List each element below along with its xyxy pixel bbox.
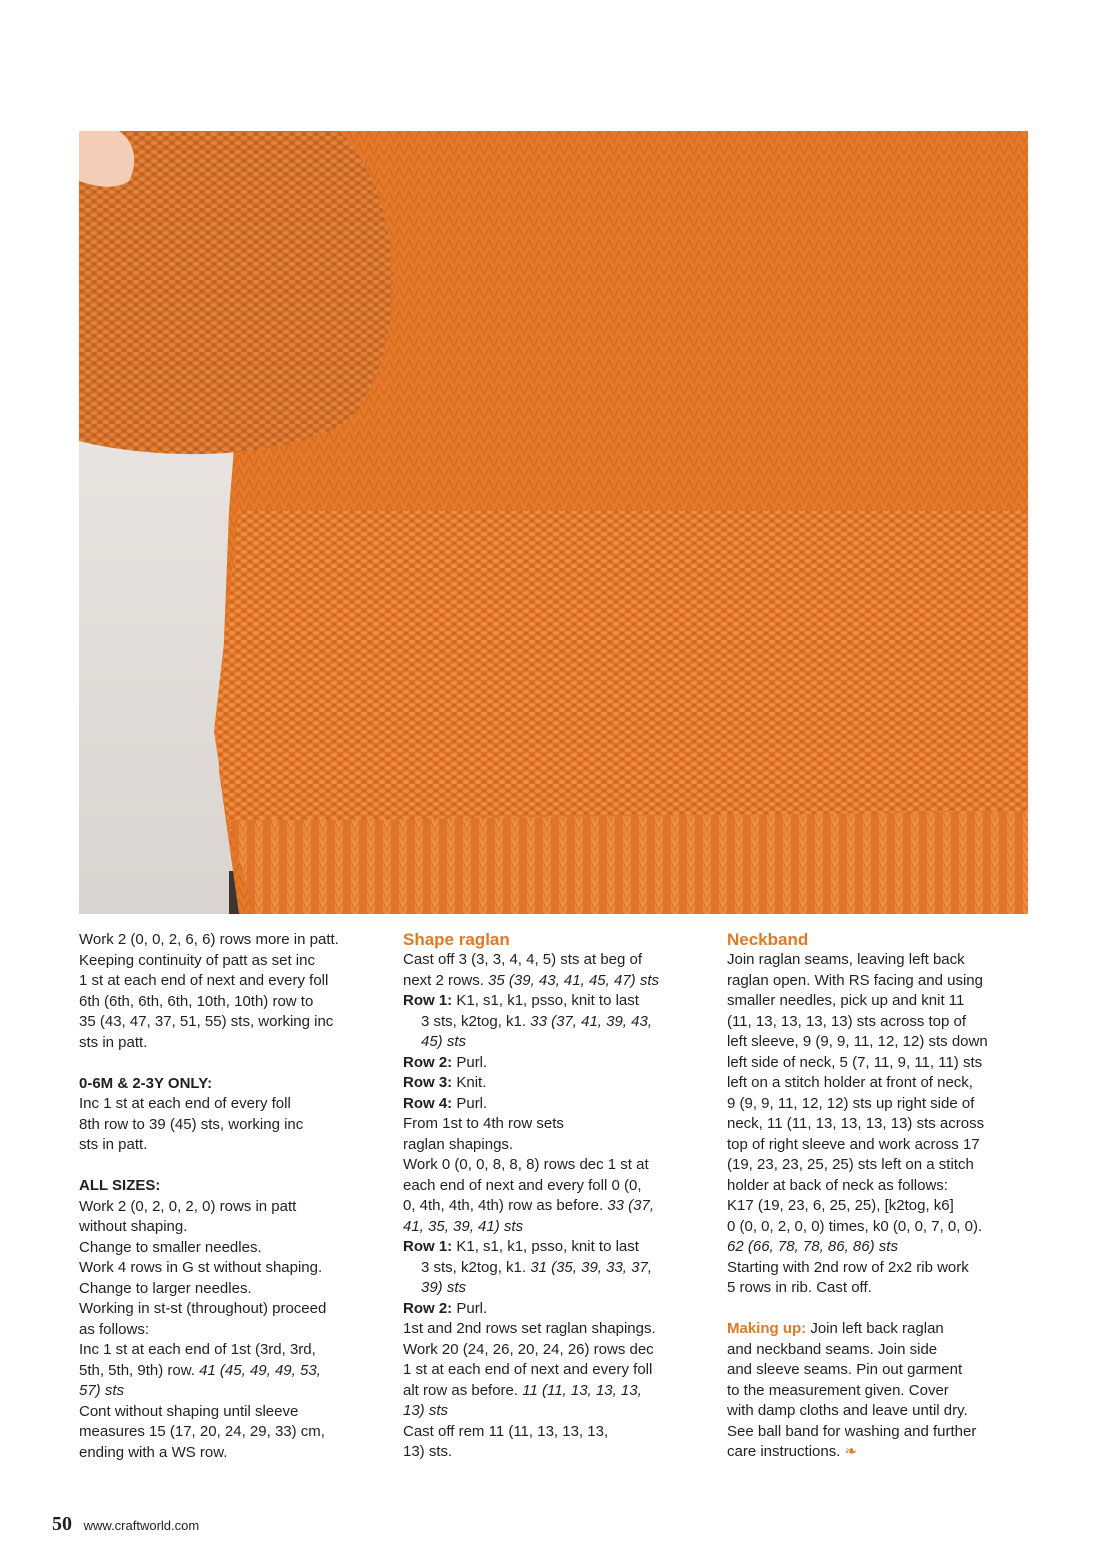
- neckband-heading: Neckband: [727, 930, 809, 949]
- shape-raglan-heading: Shape raglan: [403, 930, 510, 949]
- text-line: smaller needles, pick up and knit 11: [727, 992, 965, 1009]
- sweater-photo: [79, 131, 1028, 914]
- text-line: measures 15 (17, 20, 24, 29, 33) cm,: [79, 1423, 325, 1440]
- text-line: Cast off rem 11 (11, 13, 13, 13,: [403, 1422, 609, 1440]
- text-line: 1 st at each end of next and every foll: [79, 972, 329, 989]
- text-line: sts in patt.: [79, 1136, 148, 1153]
- section-heading: ALL SIZES:: [79, 1177, 161, 1194]
- text-line: 62 (66, 78, 78, 86, 86) sts: [727, 1238, 898, 1255]
- text-line: Change to smaller needles.: [79, 1238, 262, 1256]
- text-line: Cont without shaping until sleeve: [79, 1402, 299, 1420]
- row-line: 45) sts: [421, 1033, 467, 1050]
- section-heading: 0-6M & 2-3Y ONLY:: [79, 1074, 213, 1092]
- text-line: raglan shapings.: [403, 1135, 514, 1153]
- text-line: Keeping continuity of patt as set inc: [79, 951, 315, 969]
- end-mark-icon: ❧: [844, 1443, 858, 1460]
- text-line: sts in patt.: [79, 1033, 148, 1051]
- text-line: holder at back of neck as follows:: [727, 1176, 948, 1194]
- column-3: [727, 930, 1027, 1463]
- text-line: 13) sts: [403, 1402, 449, 1419]
- text-line: 6th (6th, 6th, 6th, 10th, 10th) row to: [79, 992, 314, 1010]
- page-footer: [52, 1513, 199, 1536]
- text-line: ending with a WS row.: [79, 1443, 228, 1461]
- text-line: 9 (9, 9, 11, 12, 12) sts up right side of: [727, 1094, 975, 1112]
- row-line: Row 2: Purl.: [403, 1299, 488, 1317]
- row-line: 3 sts, k2tog, k1. 33 (37, 41, 39, 43,: [421, 1012, 652, 1030]
- making-up-label: Making up:: [727, 1320, 807, 1337]
- text-line: as follows:: [79, 1320, 150, 1338]
- text-line: and neckband seams. Join side: [727, 1340, 938, 1358]
- text-line: 35 (43, 47, 37, 51, 55) sts, working inc: [79, 1013, 334, 1030]
- row-line: Row 2: Purl.: [403, 1053, 488, 1071]
- text-line: From 1st to 4th row sets: [403, 1115, 564, 1132]
- text-line: Cast off 3 (3, 3, 4, 4, 5) sts at beg of: [403, 951, 643, 968]
- text-line: 5 rows in rib. Cast off.: [727, 1279, 872, 1296]
- text-line: with damp cloths and leave until dry.: [727, 1402, 968, 1419]
- text-line: each end of next and every foll 0 (0,: [403, 1176, 642, 1194]
- text-line: care instructions. ❧: [727, 1443, 858, 1460]
- text-line: (19, 23, 23, 25, 25) sts left on a stitch: [727, 1156, 974, 1173]
- text-line: Work 20 (24, 26, 20, 24, 26) rows dec: [403, 1340, 654, 1358]
- text-line: 8th row to 39 (45) sts, working inc: [79, 1115, 304, 1133]
- row-line: Row 1: K1, s1, k1, psso, knit to last: [403, 992, 639, 1009]
- sweater-illustration: [79, 131, 1028, 914]
- text-line: top of right sleeve and work across 17: [727, 1135, 980, 1153]
- column-2: [403, 930, 703, 1463]
- text-line: K17 (19, 23, 6, 25, 25), [k2tog, k6]: [727, 1197, 954, 1214]
- row-line: 3 sts, k2tog, k1. 31 (35, 39, 33, 37,: [421, 1258, 652, 1276]
- text-line: Starting with 2nd row of 2x2 rib work: [727, 1258, 969, 1276]
- text-line: 1 st at each end of next and every foll: [403, 1361, 653, 1378]
- making-up-line: Making up: Join left back raglan: [727, 1320, 944, 1337]
- text-line: 5th, 5th, 9th) row. 41 (45, 49, 49, 53,: [79, 1361, 321, 1379]
- text-line: Change to larger needles.: [79, 1279, 252, 1297]
- row-line: Row 3: Knit.: [403, 1074, 487, 1091]
- text-line: Working in st-st (throughout) proceed: [79, 1300, 327, 1317]
- row-line: Row 4: Purl.: [403, 1094, 488, 1112]
- website-url: www.craftworld.com: [83, 1518, 200, 1533]
- text-line: to the measurement given. Cover: [727, 1381, 949, 1399]
- text-line: 13) sts.: [403, 1443, 453, 1460]
- column-1: [79, 930, 379, 1463]
- text-line: Work 2 (0, 2, 0, 2, 0) rows in patt: [79, 1197, 297, 1215]
- text-line: Work 4 rows in G st without shaping.: [79, 1259, 323, 1276]
- row-line: Row 1: K1, s1, k1, psso, knit to last: [403, 1238, 639, 1255]
- text-line: See ball band for washing and further: [727, 1422, 977, 1440]
- text-line: 0 (0, 0, 2, 0, 0) times, k0 (0, 0, 7, 0, 0).: [727, 1217, 983, 1235]
- text-line: Inc 1 st at each end of every foll: [79, 1095, 291, 1112]
- text-line: and sleeve seams. Pin out garment: [727, 1361, 963, 1378]
- text-line: left on a stitch holder at front of neck,: [727, 1074, 973, 1091]
- page-number: 50: [52, 1513, 72, 1535]
- text-line: Inc 1 st at each end of 1st (3rd, 3rd,: [79, 1341, 316, 1358]
- text-line: 0, 4th, 4th, 4th) row as before. 33 (37,: [403, 1197, 654, 1214]
- row-line: 39) sts: [421, 1279, 467, 1296]
- text-line: alt row as before. 11 (11, 13, 13, 13,: [403, 1381, 642, 1399]
- text-line: 41, 35, 39, 41) sts: [403, 1217, 524, 1235]
- text-line: Work 0 (0, 0, 8, 8, 8) rows dec 1 st at: [403, 1156, 649, 1173]
- text-line: left sleeve, 9 (9, 9, 11, 12, 12) sts down: [727, 1033, 988, 1050]
- text-line: 57) sts: [79, 1382, 125, 1399]
- text-line: Work 2 (0, 0, 2, 6, 6) rows more in patt.: [79, 931, 339, 948]
- text-line: neck, 11 (11, 13, 13, 13, 13) sts across: [727, 1115, 985, 1132]
- text-line: left side of neck, 5 (7, 11, 9, 11, 11) sts: [727, 1053, 983, 1071]
- text-line: without shaping.: [79, 1218, 188, 1235]
- text-line: next 2 rows. 35 (39, 43, 41, 45, 47) sts: [403, 971, 659, 989]
- text-line: Join raglan seams, leaving left back: [727, 951, 965, 968]
- text-line: raglan open. With RS facing and using: [727, 971, 983, 989]
- text-line: 1st and 2nd rows set raglan shapings.: [403, 1320, 656, 1337]
- text-line: (11, 13, 13, 13, 13) sts across top of: [727, 1012, 967, 1030]
